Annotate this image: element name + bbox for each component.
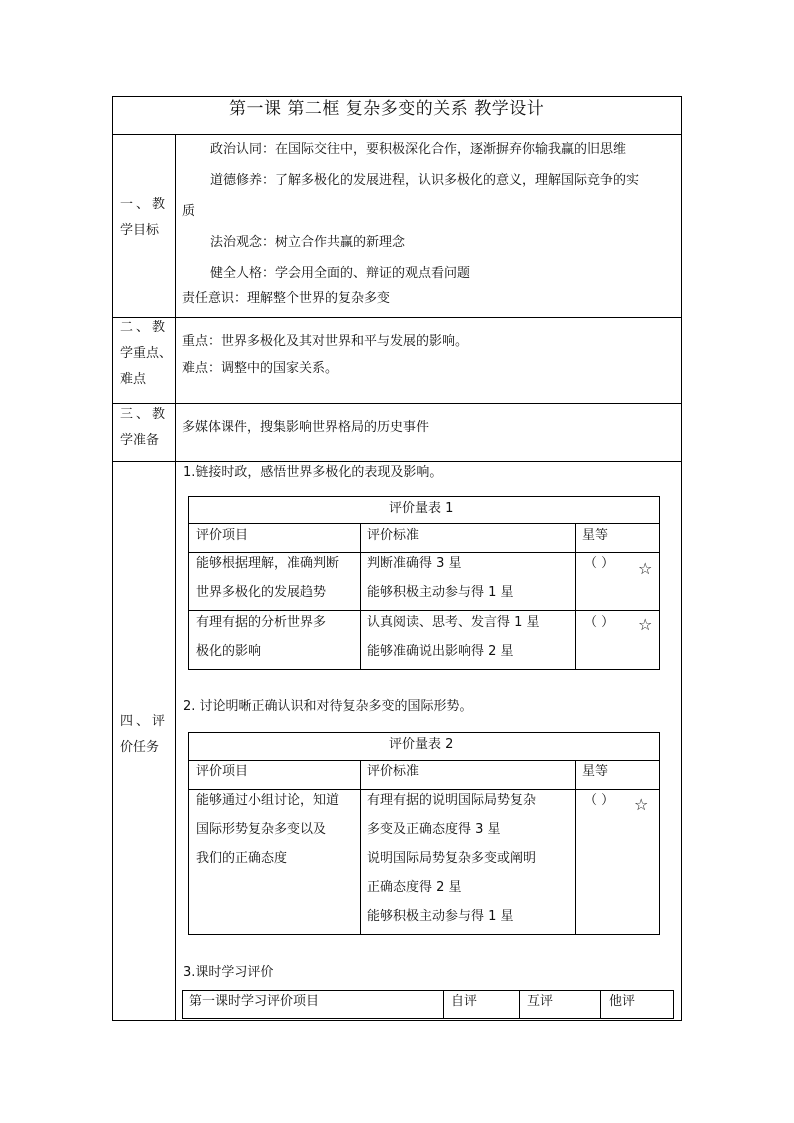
table1-row2-item: 有理有据的分析世界多 极化的影响 xyxy=(196,615,327,659)
preparation-text: 多媒体课件，搜集影响世界格局的历史事件 xyxy=(182,420,430,435)
task2-heading: 2. 讨论明晰正确认识和对待复杂多变的国际形势。 xyxy=(183,699,473,714)
page-title: 第一课 第二框 复杂多变的关系 教学设计 xyxy=(229,99,545,119)
table1-header-criteria: 评价标准 xyxy=(367,528,420,543)
star-icon: ☆ xyxy=(638,615,653,634)
section3-label: 三、教 学准备 xyxy=(120,407,169,448)
objective-law: 法治观念：树立合作共赢的新理念 xyxy=(210,235,406,250)
table3-header-other: 他评 xyxy=(609,994,636,1009)
table1-row2-stars: （ ） xyxy=(584,615,615,630)
table1-title: 评价量表 1 xyxy=(389,501,454,516)
key-point: 重点：世界多极化及其对世界和平与发展的影响。 xyxy=(182,334,469,349)
section2-label: 二、教 学重点、 难点 xyxy=(120,320,173,387)
section1-label: 一、教 学目标 xyxy=(120,197,169,238)
difficult-point: 难点：调整中的国家关系。 xyxy=(182,361,339,376)
star-icon: ☆ xyxy=(634,795,649,814)
section4-label: 四、评 价任务 xyxy=(120,714,169,755)
table2-header-stars: 星等 xyxy=(582,764,609,779)
table1-header-stars: 星等 xyxy=(582,528,609,543)
objective-political: 政治认同：在国际交往中，要积极深化合作，逐渐摒弃你输我赢的旧思维 xyxy=(210,142,627,157)
objective-responsibility: 责任意识：理解整个世界的复杂多变 xyxy=(182,291,391,306)
task3-heading: 3.课时学习评价 xyxy=(183,965,274,980)
table2-row-stars: （ ） xyxy=(584,793,615,808)
table3-header-self: 自评 xyxy=(451,994,478,1009)
task1-heading: 1.链接时政，感悟世界多极化的表现及影响。 xyxy=(183,465,443,480)
star-icon: ☆ xyxy=(638,559,653,578)
table3-header-item: 第一课时学习评价项目 xyxy=(189,994,320,1009)
table1-row2-criteria: 认真阅读、思考、发言得 1 星 能够准确说出影响得 2 星 xyxy=(367,615,540,659)
table2-row-criteria: 有理有据的说明国际局势复杂 多变及正确态度得 3 星 说明国际局势复杂多变或阐明 正确态度得 2 星 能够积极主动参与得 1 星 xyxy=(367,793,537,924)
table2-title: 评价量表 2 xyxy=(389,737,454,752)
objective-moral: 道德修养：了解多极化的发展进程，认识多极化的意义，理解国际竞争的实 xyxy=(210,173,640,188)
table1-row1-stars: （ ） xyxy=(584,556,615,571)
table3-header-peer: 互评 xyxy=(527,994,554,1009)
objective-personality: 健全人格：学会用全面的、辩证的观点看问题 xyxy=(210,266,471,281)
objective-moral-cont: 质 xyxy=(182,204,196,219)
table2-row-item: 能够通过小组讨论，知道 国际形势复杂多变以及 我们的正确态度 xyxy=(196,793,340,866)
table1-row1-item: 能够根据理解，准确判断 世界多极化的发展趋势 xyxy=(196,556,340,600)
table2-header-item: 评价项目 xyxy=(196,764,249,779)
table2-header-criteria: 评价标准 xyxy=(367,764,420,779)
table1-row1-criteria: 判断准确得 3 星 能够积极主动参与得 1 星 xyxy=(367,556,514,600)
table1-header-item: 评价项目 xyxy=(196,528,249,543)
